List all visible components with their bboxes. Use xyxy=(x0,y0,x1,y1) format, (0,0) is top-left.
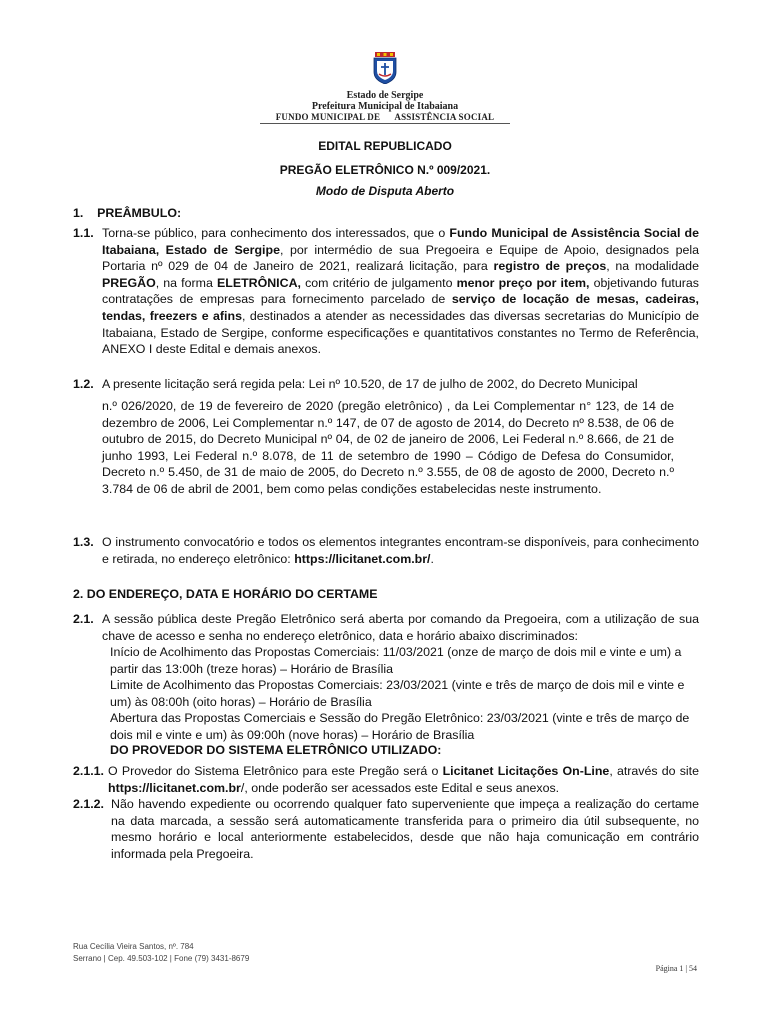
coat-of-arms-icon xyxy=(372,52,398,84)
item-1-3-number: 1.3. xyxy=(73,535,94,549)
item-1-1-number: 1.1. xyxy=(73,226,94,240)
header-state: Estado de Sergipe xyxy=(346,90,424,101)
document-subtitle: PREGÃO ELETRÔNICO N.º 009/2021. xyxy=(279,163,491,177)
schedule-opening: Abertura das Propostas Comerciais e Sessão do Pregão Eletrônico: 23/03/2021 (vinte e três de março de dois mil e vinte e um) às 09:00h (nove horas) – Horário de Brasília xyxy=(110,711,690,742)
header-fund: FUNDO MUNICIPAL DE ASSISTÊNCIA SOCIAL xyxy=(275,112,495,122)
item-2-1-2-number: 2.1.2. xyxy=(73,797,105,811)
item-1-3-text: O instrumento convocatório e todos os elementos integrantes encontram-se disponíveis, para conhecimento e retirada, no endereço eletrônico: https://licitanet.com.br/. xyxy=(102,535,699,566)
section-1-heading: 1. PREÂMBULO: xyxy=(73,206,182,220)
header-prefecture: Prefeitura Municipal de Itabaiana xyxy=(311,101,459,112)
section-2-heading: 2. DO ENDEREÇO, DATA E HORÁRIO DO CERTAME xyxy=(73,587,378,601)
schedule-start: Início de Acolhimento das Propostas Comerciais: 11/03/2021 (onze de março de dois mil e vinte e um) a partir das 13:00h (treze horas) – Horário de Brasília xyxy=(110,645,682,676)
schedule-limit: Limite de Acolhimento das Propostas Comerciais: 23/03/2021 (vinte e três de março de dois mil e vinte e um) às 08:00h (oito horas) – Horário de Brasília xyxy=(110,678,685,709)
footer-contact: Serrano | Cep. 49.503-102 | Fone (79) 3431-8679 xyxy=(73,954,250,963)
item-2-1-number: 2.1. xyxy=(73,612,94,626)
item-2-1-1-number: 2.1.1. xyxy=(73,764,105,778)
item-1-2-text: n.º 026/2020, de 19 de fevereiro de 2020 (pregão eletrônico) , da Lei Complementar n° 123, de 14 de dezembro de 2006, Lei Complementar n.º 147, de 07 de agosto de 2014, do Decreto nº 8.538, de 06 de outubro de 2015, do Decreto Municipal nº 04, de 02 de janeiro de 2006, Lei Federal n.º 8.666, de 21 de junho 1993, Lei Federal n.º 8.078, de 11 de setembro de 1990 – Código de Defesa do Consumidor, Decreto n.º 5.450, de 31 de maio de 2005, do Decreto n.º 3.555, de 08 de agosto de 2000, Decreto n.º 3.784 de 06 de abril de 2001, bem como pelas condições estabelecidas neste instrumento. xyxy=(102,399,674,496)
page-number: Página 1 | 54 xyxy=(655,964,697,973)
dispute-mode: Modo de Disputa Aberto xyxy=(315,184,455,198)
header-rule xyxy=(260,123,510,124)
item-1-2-first-line: A presente licitação será regida pela: Lei nº 10.520, de 17 de julho de 2002, do Decreto Municipal xyxy=(102,377,638,391)
item-2-1-1-text: O Provedor do Sistema Eletrônico para este Pregão será o Licitanet Licitações On-Line, através do site https://licitanet.com.br/, onde poderão ser acessados este Edital e seus anexos. xyxy=(108,764,700,795)
provider-subheading: DO PROVEDOR DO SISTEMA ELETRÔNICO UTILIZADO: xyxy=(110,743,442,757)
item-2-1-2-text: Não havendo expediente ou ocorrendo qualquer fato superveniente que impeça a realização do certame na data marcada, a sessão será automaticamente transferida para o primeiro dia útil subsequente, no mesmo horário e local anteriormente estabelecidos, desde que não haja comunicação em contrário informada pela Pregoeira. xyxy=(111,797,699,861)
item-1-2-number: 1.2. xyxy=(73,377,94,391)
item-2-1-text: A sessão pública deste Pregão Eletrônico será aberta por comando da Pregoeira, com a utilização de sua chave de acesso e senha no endereço eletrônico, data e horário abaixo discriminados: xyxy=(102,612,699,643)
item-1-1-text: Torna-se público, para conhecimento dos interessados, que o Fundo Municipal de Assistência Social de Itabaiana, Estado de Sergipe, por intermédio de sua Pregoeira e Equipe de Apoio, designados pela Portaria nº 029 de 04 de Janeiro de 2021, realizará licitação, para registro de preços, na modalidade PREGÃO, na forma ELETRÔNICA, com critério de julgamento menor preço por item, objetivando futuras contratações de empresas para fornecimento parcelado de serviço de locação de mesas, cadeiras, tendas, freezers e afins, destinados a atender as necessidades das diversas secretarias do Município de Itabaiana, Estado de Sergipe, conforme especificações e quantitativos constantes no Termo de Referência, ANEXO I deste Edital e demais anexos. xyxy=(102,226,700,357)
document-title: EDITAL REPUBLICADO xyxy=(318,139,452,153)
footer-address: Rua Cecília Vieira Santos, nº. 784 xyxy=(73,942,194,951)
